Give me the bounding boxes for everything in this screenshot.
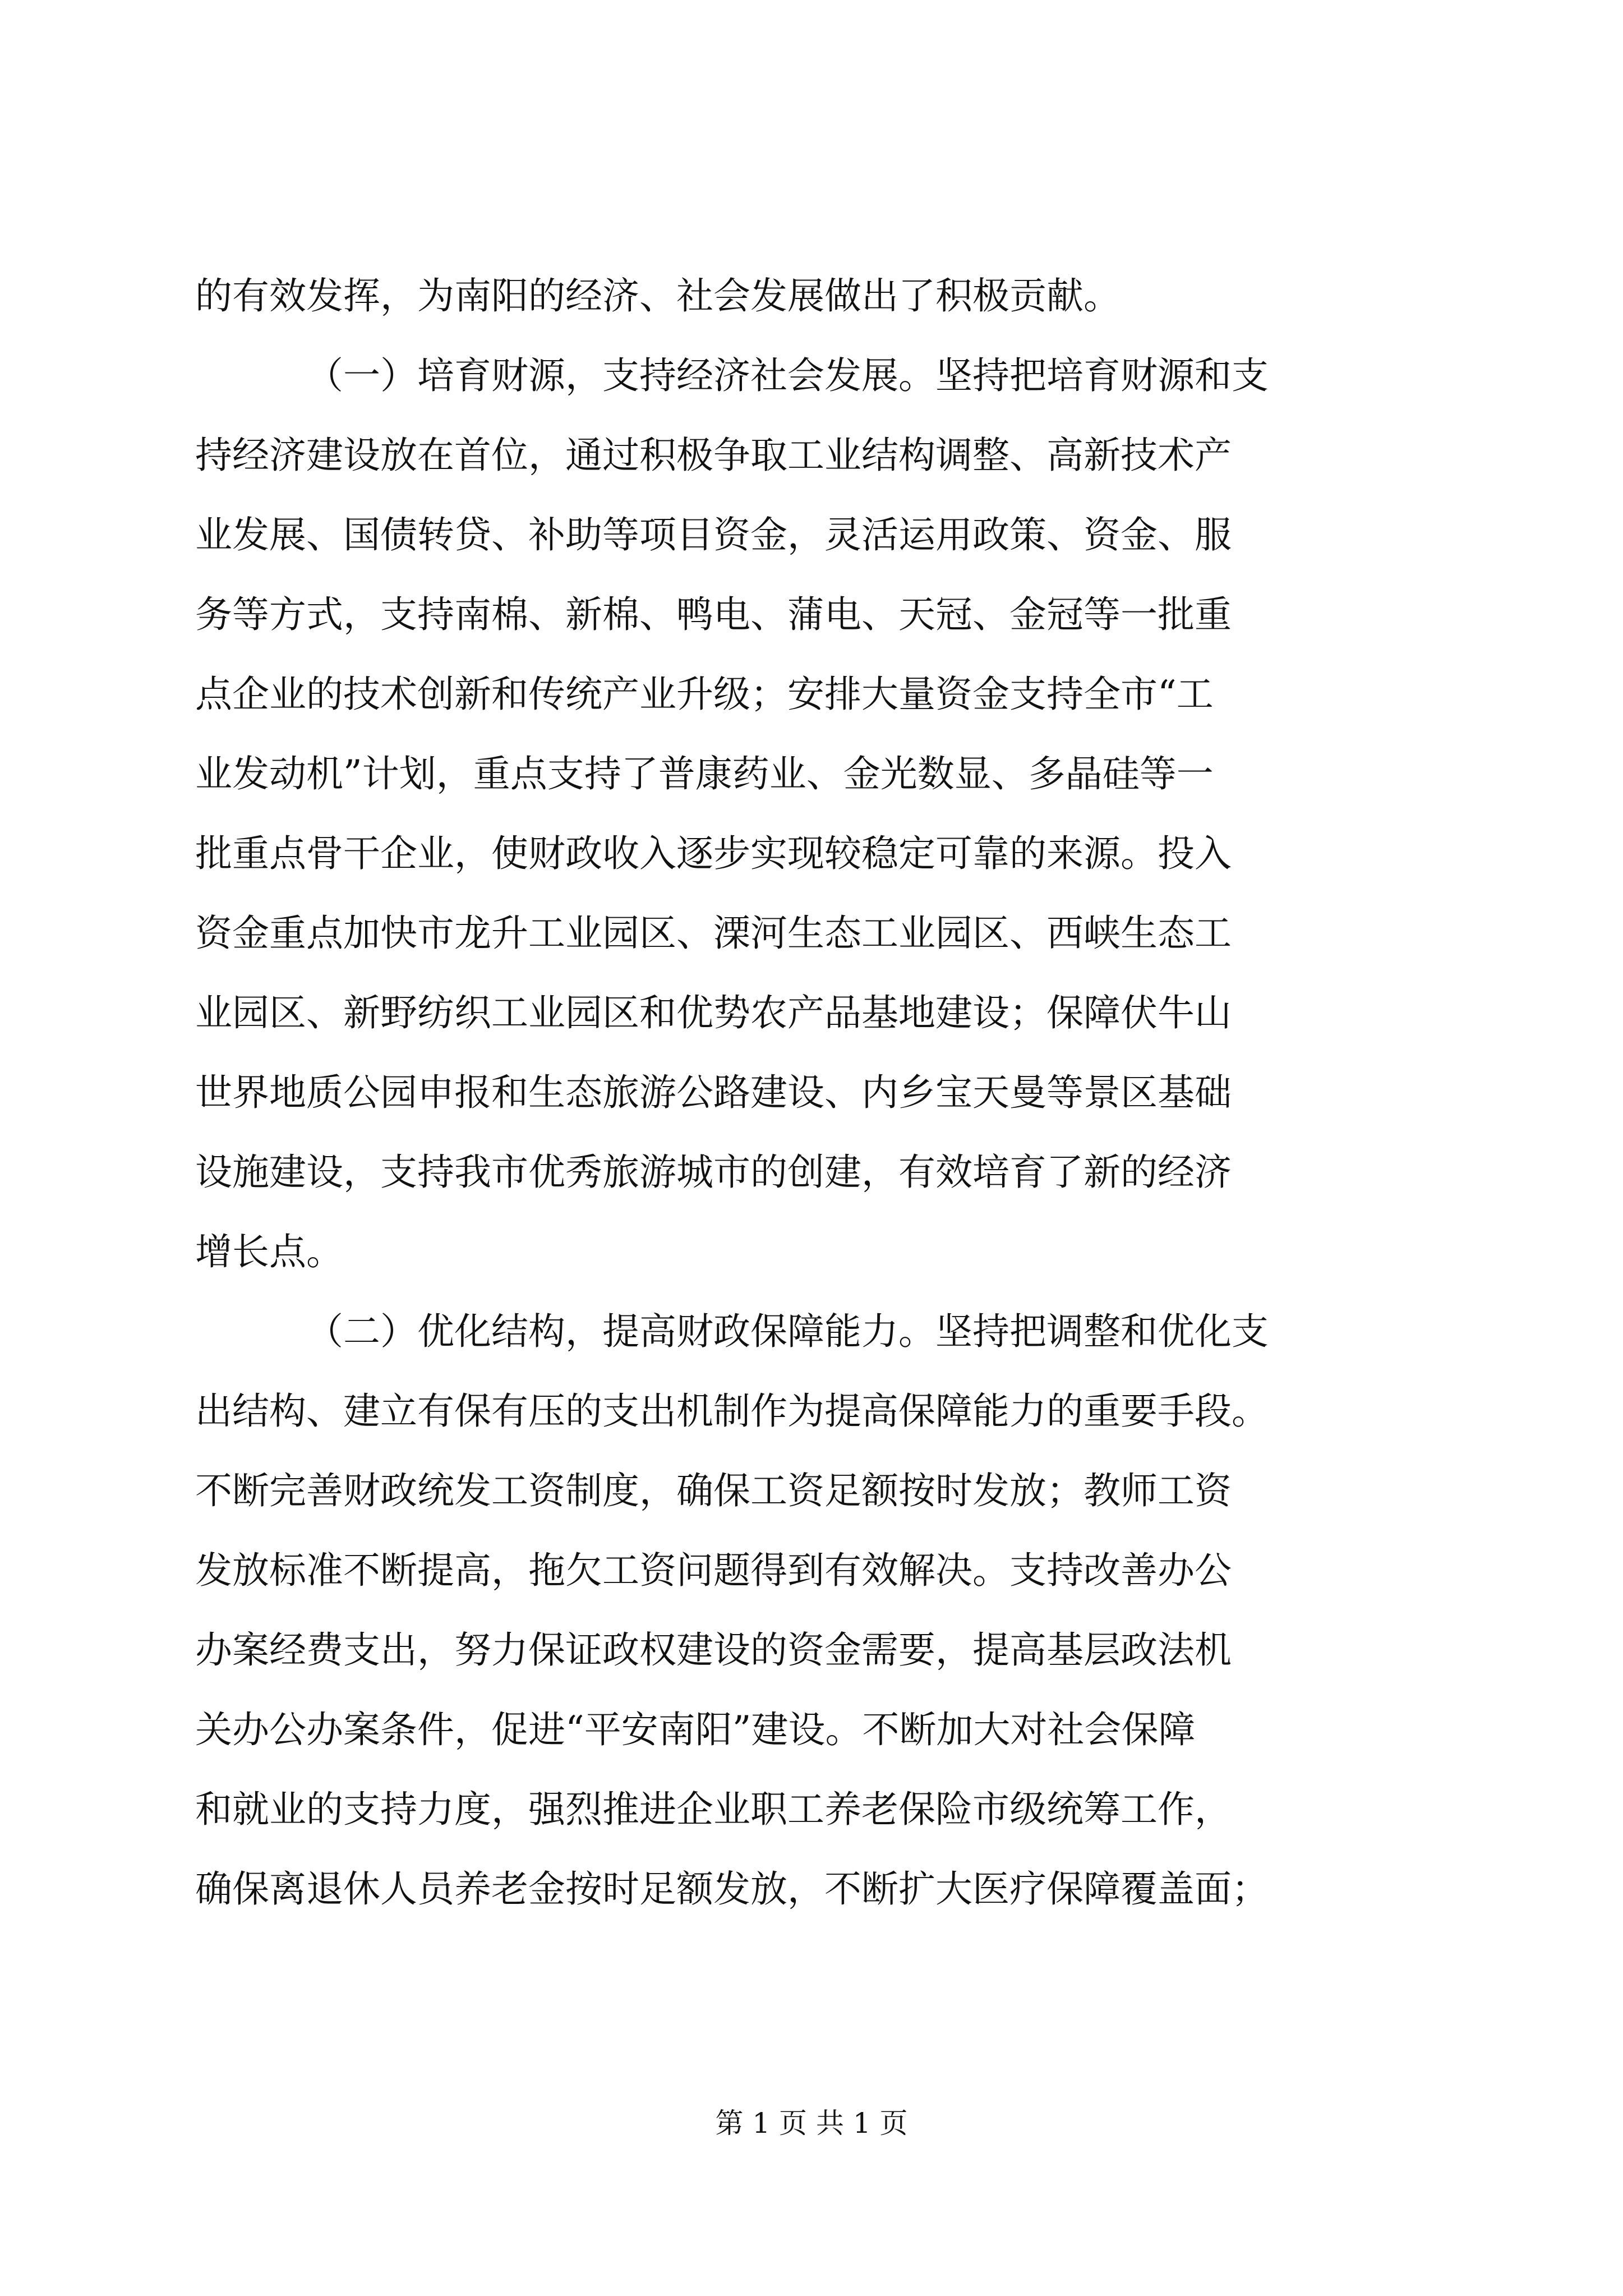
body-line: 设施建设，支持我市优秀旅游城市的创建，有效培育了新的经济 xyxy=(195,1151,1232,1194)
body-line: 关办公办案条件，促进“平安南阳”建设。不断加大对社会保障 xyxy=(195,1708,1196,1751)
body-line: 业发展、国债转贷、补助等项目资金，灵活运用政策、资金、服 xyxy=(195,513,1232,556)
body-line: 务等方式，支持南棉、新棉、鸭电、蒲电、天冠、金冠等一批重 xyxy=(195,593,1232,636)
body-line: 办案经费支出，努力保证政权建设的资金需要，提高基层政法机 xyxy=(195,1628,1232,1672)
body-line: 业园区、新野纺织工业园区和优势农产品基地建设；保障伏牛山 xyxy=(195,991,1232,1034)
body-line: 不断完善财政统发工资制度，确保工资足额按时发放；教师工资 xyxy=(195,1469,1232,1512)
body-line: 增长点。 xyxy=(195,1230,343,1273)
body-line: 批重点骨干企业，使财政收入逐步实现较稳定可靠的来源。投入 xyxy=(195,832,1232,875)
body-line: 业发动机”计划，重点支持了普康药业、金光数显、多晶硅等一 xyxy=(195,752,1214,795)
body-line: 持经济建设放在首位，通过积极争取工业结构调整、高新技术产 xyxy=(195,434,1232,477)
body-line: 资金重点加快市龙升工业园区、溧河生态工业园区、西峡生态工 xyxy=(195,912,1232,955)
body-line: 确保离退休人员养老金按时足额发放，不断扩大医疗保障覆盖面； xyxy=(195,1867,1269,1911)
body-line: 和就业的支持力度，强烈推进企业职工养老保险市级统筹工作， xyxy=(195,1788,1232,1831)
page-number-footer: 第 1 页 共 1 页 xyxy=(715,2107,908,2139)
body-line: 的有效发挥，为南阳的经济、社会发展做出了积极贡献。 xyxy=(195,274,1121,318)
body-line: 发放标准不断提高，拖欠工资问题得到有效解决。支持改善办公 xyxy=(195,1549,1232,1592)
body-line: 点企业的技术创新和传统产业升级；安排大量资金支持全市“工 xyxy=(195,673,1214,716)
paragraph-heading-line: （一）培育财源，支持经济社会发展。坚持把培育财源和支 xyxy=(306,354,1269,397)
body-line: 出结构、建立有保有压的支出机制作为提高保障能力的重要手段。 xyxy=(195,1389,1269,1433)
body-line: 世界地质公园申报和生态旅游公路建设、内乡宝天曼等景区基础 xyxy=(195,1071,1232,1114)
paragraph-heading-line: （二）优化结构，提高财政保障能力。坚持把调整和优化支 xyxy=(306,1310,1269,1353)
